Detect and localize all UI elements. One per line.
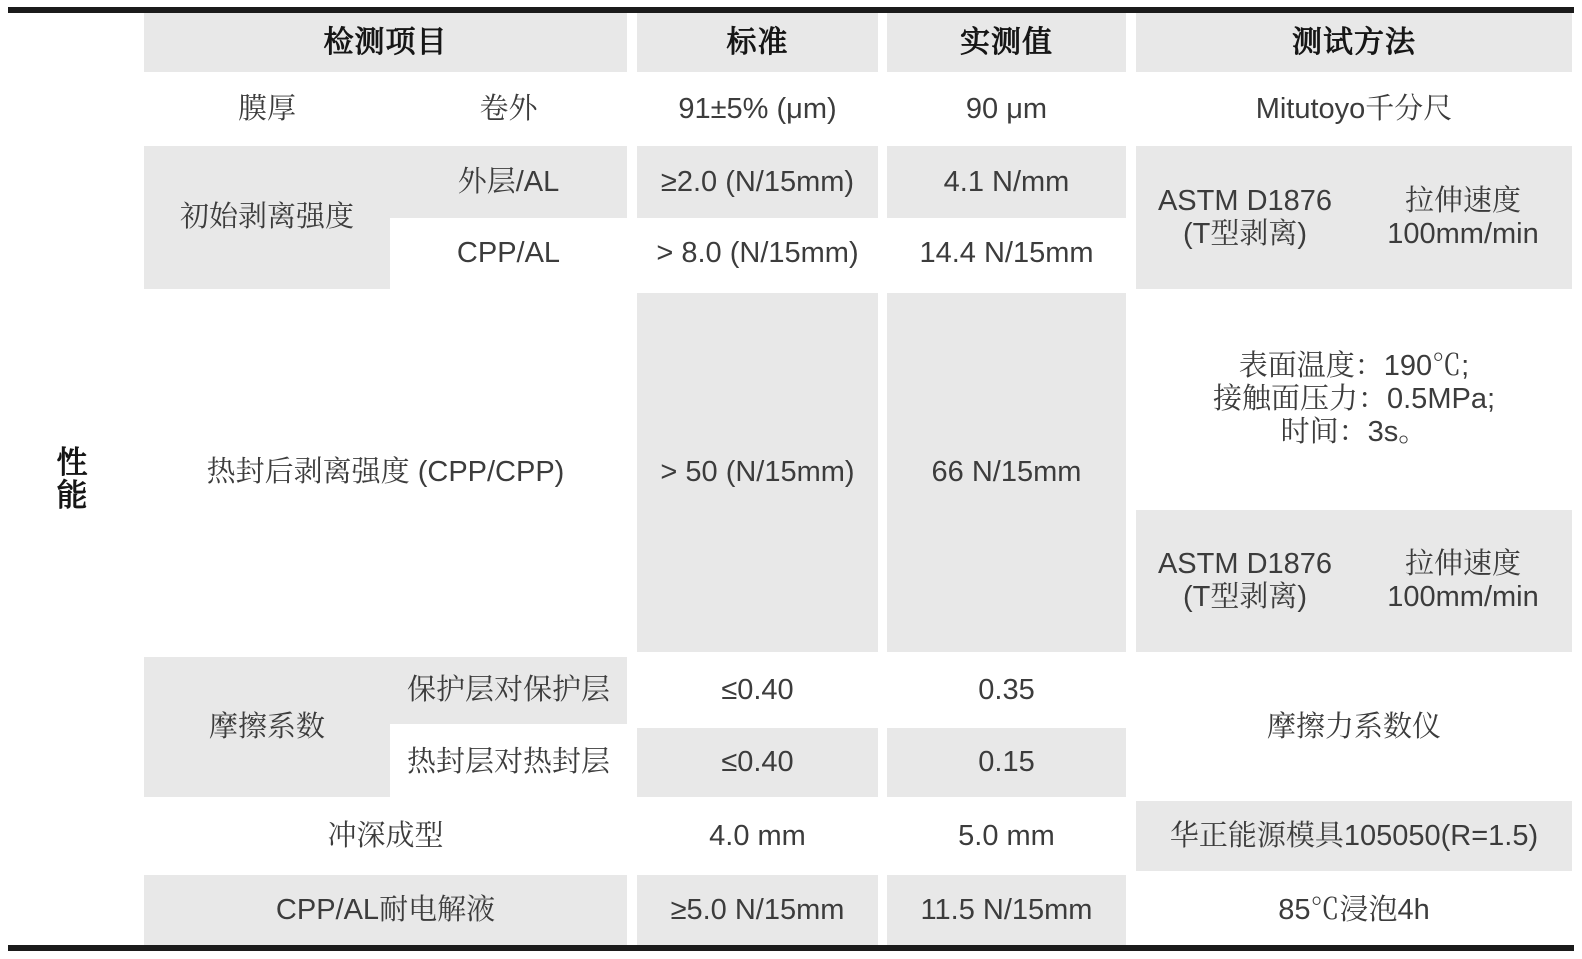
side-label-char-2: 能: [56, 478, 88, 513]
method-heatseal-standard-line2: (T型剥离): [1182, 581, 1308, 613]
cell-heatseal-item: 热封后剥离强度 (CPP/CPP): [206, 456, 565, 488]
header-cell-item: 检测项目: [144, 13, 627, 72]
heatseal-condition-pressure: 接触面压力：0.5MPa;: [1213, 382, 1495, 415]
cell-friction-protective-measured: 0.35: [978, 674, 1035, 706]
side-label-char-1: 性: [56, 445, 88, 480]
cell-cpp-al-sub: CPP/AL: [456, 237, 561, 269]
cell-cpp-al-measured: 14.4 N/15mm: [919, 237, 1094, 269]
cell-film-standard: 91±5% (μm): [678, 92, 837, 125]
cell-deepdraw-item: 冲深成型: [327, 819, 444, 852]
cell-outer-al-measured: 4.1 N/mm: [887, 146, 1126, 218]
method-initial-peel-standard-line1: ASTM D1876: [1157, 184, 1333, 217]
cell-deepdraw-method: 华正能源模具105050(R=1.5): [1136, 801, 1572, 871]
cell-outer-al-standard: ≥2.0 (N/15mm): [637, 146, 878, 218]
header-cell-measured: 实测值: [887, 13, 1126, 72]
method-heatseal-speed-line1: 拉伸速度: [1404, 548, 1521, 580]
cell-heatseal-standard: > 50 (N/15mm): [637, 293, 878, 652]
cell-friction-protective-sub: 保护层对保护层: [390, 657, 627, 724]
cell-film-sub: 卷外: [479, 92, 538, 125]
cell-electrolyte-measured: 11.5 N/15mm: [887, 875, 1126, 945]
heatseal-condition-time: 时间：3s。: [1280, 415, 1428, 448]
cell-electrolyte-standard: ≥5.0 N/15mm: [637, 875, 878, 945]
cell-heatseal-conditions: [1136, 293, 1572, 505]
method-heatseal-standard-line1: ASTM D1876: [1157, 548, 1333, 580]
cell-friction-heatseal-measured: 0.15: [887, 728, 1126, 797]
cell-friction-method: 摩擦力系数仪: [1266, 710, 1441, 743]
cell-film-measured: 90 μm: [965, 92, 1048, 125]
heatseal-condition-temperature: 表面温度：190℃;: [1238, 349, 1470, 382]
cell-film-item: 膜厚: [237, 92, 296, 125]
method-cell-heatseal: [1136, 510, 1572, 652]
header-cell-standard: 标准: [637, 13, 878, 72]
cell-deepdraw-standard: 4.0 mm: [709, 819, 806, 852]
cell-friction-heatseal-sub: 热封层对热封层: [406, 746, 610, 778]
cell-friction-heatseal-standard: ≤0.40: [637, 728, 878, 797]
cell-friction-protective-standard: ≤0.40: [721, 674, 794, 706]
method-initial-peel-speed: [1354, 185, 1572, 251]
cell-cpp-al-standard: > 8.0 (N/15mm): [656, 237, 859, 269]
cell-outer-al-sub: 外层/AL: [390, 146, 627, 218]
method-initial-peel-speed-line2: 100mm/min: [1387, 217, 1539, 250]
method-cell-initial-peel: [1136, 146, 1572, 289]
cell-film-method: Mitutoyo千分尺: [1255, 92, 1453, 125]
cell-electrolyte-method: 85℃浸泡4h: [1278, 893, 1430, 926]
bottom-rule: [8, 945, 1574, 951]
cell-friction-group: 摩擦系数: [144, 657, 390, 797]
header-cell-method: 测试方法: [1136, 13, 1572, 72]
method-heatseal-speed-line2: 100mm/min: [1387, 581, 1539, 613]
method-initial-peel-standard-line2: (T型剥离): [1182, 217, 1308, 250]
cell-heatseal-measured: 66 N/15mm: [887, 293, 1126, 652]
method-initial-peel-standard: [1136, 185, 1354, 251]
cell-electrolyte-item: CPP/AL耐电解液: [144, 875, 627, 945]
cell-initialpeel-group: 初始剥离强度: [144, 146, 390, 289]
cell-deepdraw-measured: 5.0 mm: [958, 819, 1055, 852]
side-label-performance: [0, 13, 144, 945]
method-initial-peel-speed-line1: 拉伸速度: [1404, 184, 1521, 217]
spec-table: [0, 13, 1572, 945]
method-heatseal-standard: [1136, 548, 1354, 614]
method-heatseal-speed: [1354, 548, 1572, 614]
